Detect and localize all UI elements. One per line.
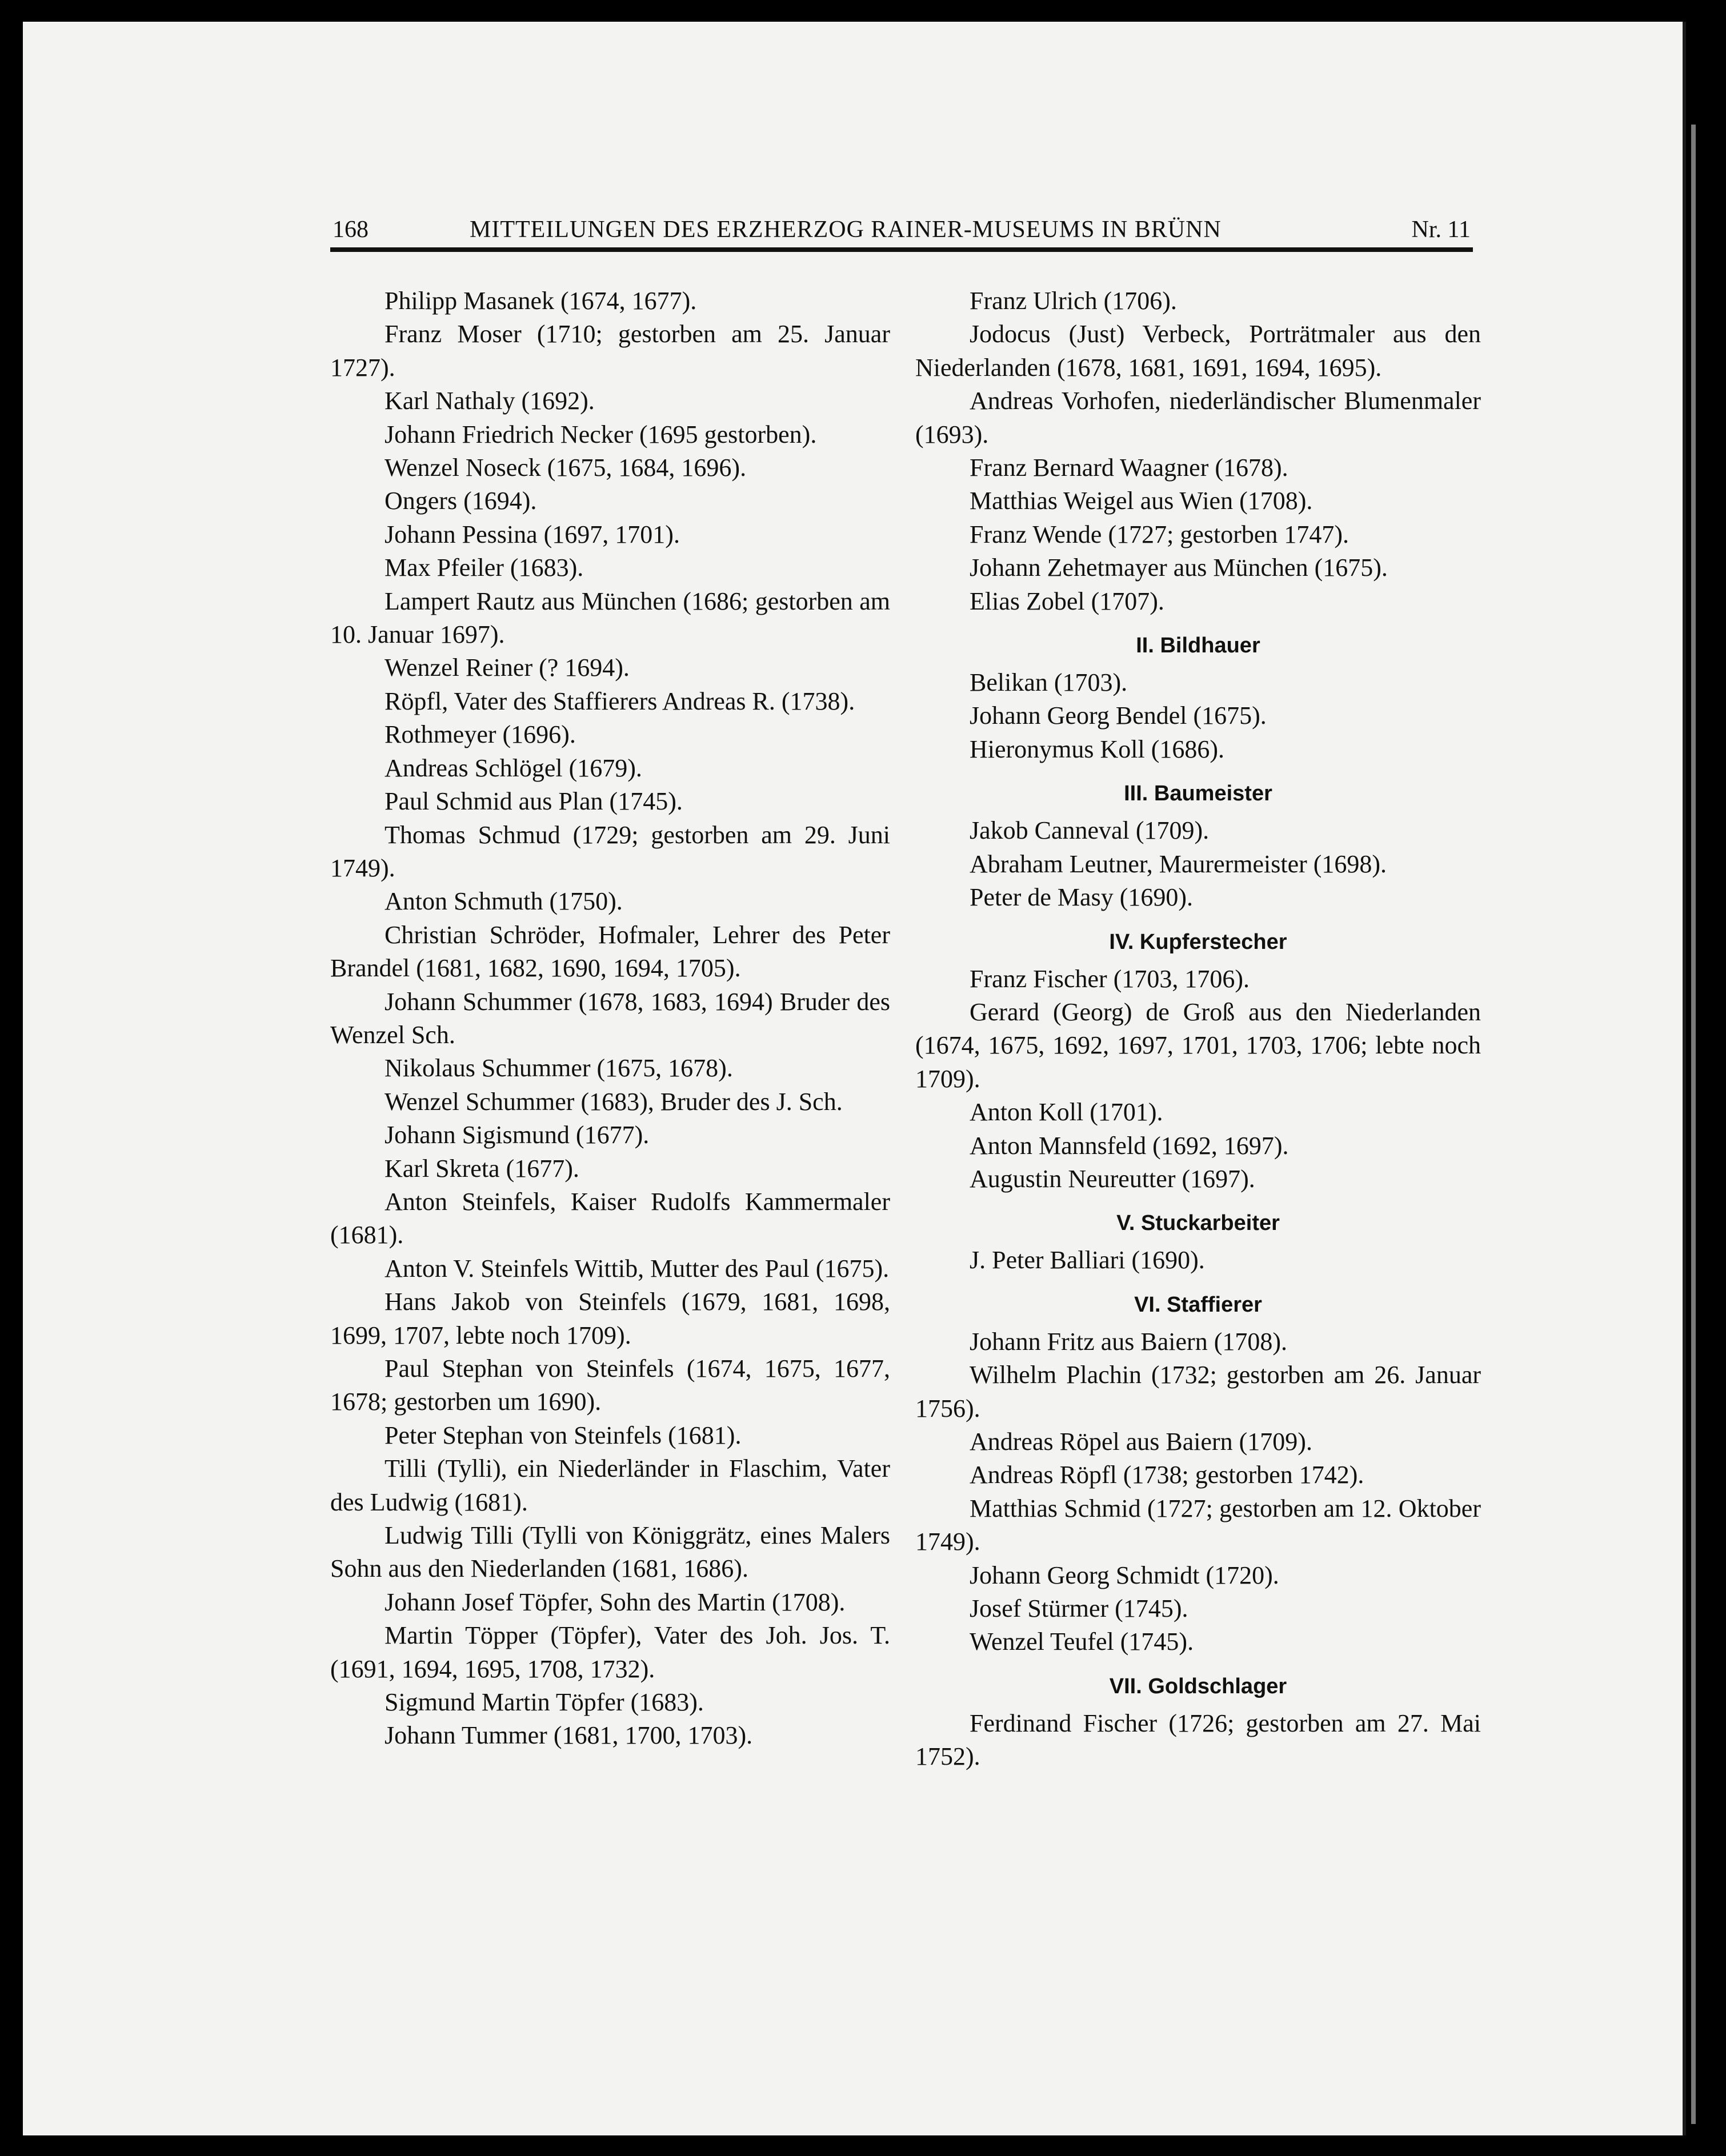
list-item: Josef Stürmer (1745). <box>970 1594 1188 1622</box>
page-number: 168 <box>333 217 369 243</box>
list-item: Andreas Röpel aus Baiern (1709). <box>970 1427 1312 1456</box>
section-heading-bildhauer: II. Bildhauer <box>1136 634 1260 658</box>
section-heading-staffierer: VI. Staffierer <box>1134 1292 1262 1317</box>
list-item: Johann Sigismund (1677). <box>385 1121 650 1149</box>
list-item: Franz Wende (1727; gestorben 1747). <box>970 520 1349 548</box>
list-item: Johann Zehetmayer aus München (1675). <box>970 554 1388 582</box>
list-item: Johann Fritz aus Baiern (1708). <box>970 1327 1287 1356</box>
list-item: Hans Jakob von Steinfels (1679, 1681, 1698, 1699, 1707, lebte noch 1709). <box>330 1288 890 1349</box>
list-item: Tilli (Tylli), ein Niederländer in Flaschim, Vater des Ludwig (1681). <box>330 1454 890 1516</box>
list-item: Anton Koll (1701). <box>970 1098 1163 1127</box>
list-item: Ferdinand Fischer (1726; gestorben am 27. Mai 1752). <box>915 1709 1481 1771</box>
list-item: Johann Schummer (1678, 1683, 1694) Bruder des Wenzel Sch. <box>330 987 890 1049</box>
list-item: Anton Mannsfeld (1692, 1697). <box>970 1131 1289 1160</box>
section-heading-stuckarbeiter: V. Stuckarbeiter <box>1116 1211 1280 1236</box>
section-heading-goldschlager: VII. Goldschlager <box>1109 1674 1287 1698</box>
list-item: Matthias Schmid (1727; gestorben am 12. Oktober 1749). <box>915 1494 1481 1556</box>
list-item: Augustin Neureutter (1697). <box>970 1164 1255 1193</box>
list-item: Jodocus (Just) Verbeck, Porträtmaler aus den Niederlanden (1678, 1681, 1691, 1694, 1695). <box>915 320 1481 382</box>
list-item: Johann Tummer (1681, 1700, 1703). <box>385 1721 753 1750</box>
list-item: Thomas Schmud (1729; gestorben am 29. Juni 1749). <box>330 820 890 882</box>
list-item: Johann Pessina (1697, 1701). <box>385 520 680 548</box>
list-item: Wenzel Schummer (1683), Bruder des J. Sch. <box>385 1087 843 1116</box>
list-item: Andreas Schlögel (1679). <box>385 754 642 782</box>
list-item: Abraham Leutner, Maurermeister (1698). <box>970 849 1387 878</box>
list-item: Röpfl, Vater des Staffierers Andreas R. (1738). <box>385 687 855 715</box>
list-item: Lampert Rautz aus München (1686; gestorben am 10. Januar 1697). <box>330 587 890 649</box>
list-item: Jakob Canneval (1709). <box>970 816 1210 845</box>
list-item: Anton V. Steinfels Wittib, Mutter des Paul (1675). <box>385 1254 890 1283</box>
list-item: Hieronymus Koll (1686). <box>970 735 1225 763</box>
list-item: Wenzel Reiner (? 1694). <box>385 654 630 682</box>
list-item: Ongers (1694). <box>385 487 537 515</box>
list-item: J. Peter Balliari (1690). <box>970 1246 1205 1275</box>
list-item: Johann Josef Töpfer, Sohn des Martin (1708). <box>385 1588 846 1616</box>
list-item: Karl Skreta (1677). <box>385 1154 579 1183</box>
list-item: Franz Ulrich (1706). <box>970 287 1177 315</box>
header-rule <box>330 247 1473 252</box>
section-heading-kupferstecher: IV. Kupferstecher <box>1109 929 1287 954</box>
list-item: Johann Georg Bendel (1675). <box>970 702 1267 730</box>
page-fold-shadow <box>1691 125 1696 2124</box>
list-item: Christian Schröder, Hofmaler, Lehrer des Peter Brandel (1681, 1682, 1690, 1694, 1705). <box>330 920 890 983</box>
list-item: Franz Fischer (1703, 1706). <box>970 964 1250 993</box>
list-item: Matthias Weigel aus Wien (1708). <box>970 487 1313 515</box>
list-item: Nikolaus Schummer (1675, 1678). <box>385 1054 733 1083</box>
list-item: Karl Nathaly (1692). <box>385 387 595 415</box>
list-item: Johann Friedrich Necker (1695 gestorben). <box>385 420 817 448</box>
list-item: Johann Georg Schmidt (1720). <box>970 1561 1279 1589</box>
list-item: Andreas Vorhofen, niederländischer Blumenmaler (1693). <box>915 387 1481 448</box>
list-item: Rothmeyer (1696). <box>385 720 576 749</box>
left-column <box>330 284 890 1753</box>
list-item: Belikan (1703). <box>970 668 1128 697</box>
list-item: Wenzel Noseck (1675, 1684, 1696). <box>385 454 747 482</box>
list-item: Ludwig Tilli (Tylli von Königgrätz, eines Malers Sohn aus den Niederlanden (1681, 1686). <box>330 1521 890 1583</box>
section-heading-baumeister: III. Baumeister <box>1124 782 1272 806</box>
running-header <box>333 216 1471 251</box>
list-item: Andreas Röpfl (1738; gestorben 1742). <box>970 1461 1364 1489</box>
list-item: Paul Stephan von Steinfels (1674, 1675, 1677, 1678; gestorben um 1690). <box>330 1354 890 1416</box>
list-item: Anton Schmuth (1750). <box>385 887 623 916</box>
list-item: Peter Stephan von Steinfels (1681). <box>385 1421 742 1449</box>
journal-title: MITTEILUNGEN DES ERZHERZOG RAINER-MUSEUMS IN BRÜNN <box>470 217 1222 243</box>
list-item: Paul Schmid aus Plan (1745). <box>385 787 683 816</box>
list-item: Anton Steinfels, Kaiser Rudolfs Kammermaler (1681). <box>330 1187 890 1249</box>
list-item: Sigmund Martin Töpfer (1683). <box>385 1688 704 1717</box>
list-item: Martin Töpper (Töpfer), Vater des Joh. Jos. T. (1691, 1694, 1695, 1708, 1732). <box>330 1621 890 1683</box>
list-item: Gerard (Georg) de Groß aus den Niederlanden (1674, 1675, 1692, 1697, 1701, 1703, 1706; lebte noch 1709). <box>915 997 1481 1093</box>
list-item: Philipp Masanek (1674, 1677). <box>385 287 697 315</box>
list-item: Elias Zobel (1707). <box>970 587 1164 615</box>
list-item: Peter de Masy (1690). <box>970 883 1194 912</box>
list-item: Franz Moser (1710; gestorben am 25. Januar 1727). <box>330 320 890 382</box>
issue-number: Nr. 11 <box>1411 217 1471 243</box>
list-item: Franz Bernard Waagner (1678). <box>970 454 1288 482</box>
list-item: Wenzel Teufel (1745). <box>970 1628 1194 1656</box>
list-item: Max Pfeiler (1683). <box>385 554 584 582</box>
right-column <box>915 284 1481 1774</box>
list-item: Wilhelm Plachin (1732; gestorben am 26. Januar 1756). <box>915 1361 1481 1422</box>
